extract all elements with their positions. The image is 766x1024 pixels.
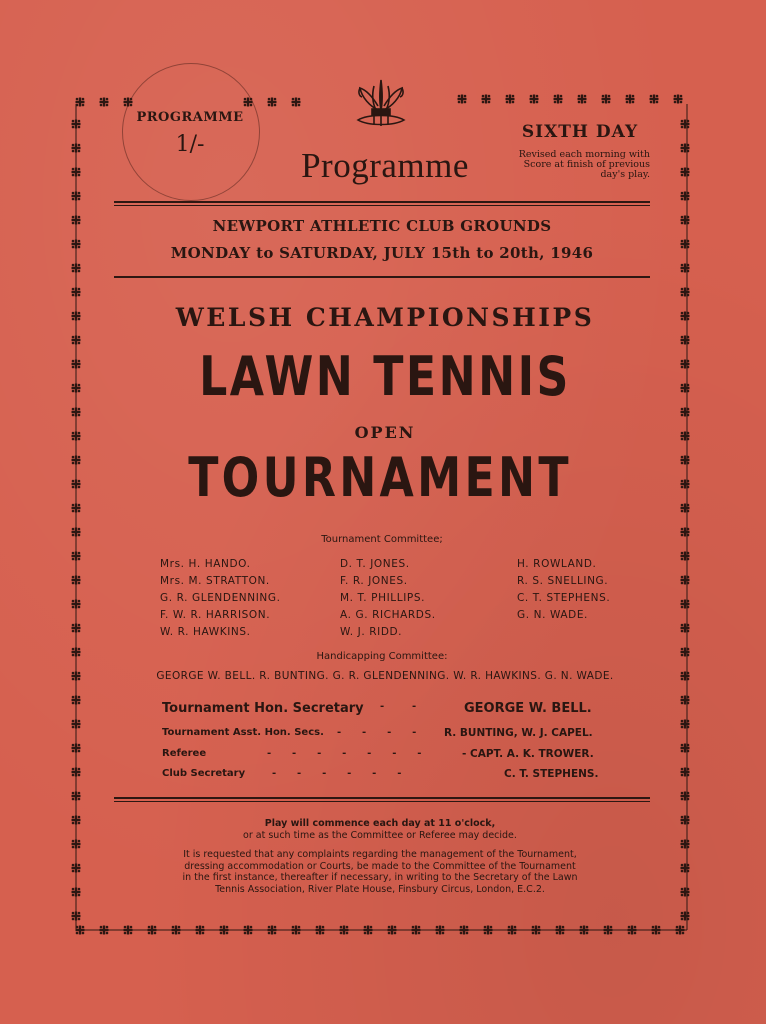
border-ornament [681, 288, 690, 297]
border-ornament [681, 120, 690, 129]
open-label: OPEN [354, 423, 416, 442]
border-ornament [681, 336, 690, 345]
border-ornament [602, 95, 611, 104]
venue: NEWPORT ATHLETIC CLUB GROUNDS [212, 217, 552, 235]
committee-member: G. R. GLENDENNING. [160, 592, 281, 604]
leader-dashes: - - [380, 701, 417, 712]
price-value: 1/- [175, 132, 205, 157]
border-ornament [681, 432, 690, 441]
committee-member: F. R. JONES. [340, 575, 408, 587]
committee-member: Mrs. H. HANDO. [160, 558, 251, 570]
committee-member: R. S. SNELLING. [517, 575, 609, 587]
committee-member: C. T. STEPHENS. [517, 592, 611, 604]
committee-member: F. W. R. HARRISON. [160, 609, 271, 621]
committee-member: G. N. WADE. [517, 609, 588, 621]
rule-bottom-inner [114, 801, 650, 802]
official-role: Club Secretary [162, 768, 246, 779]
day-note [500, 150, 650, 180]
committee-column-1 [160, 556, 281, 641]
border-ornament [681, 264, 690, 273]
notice-line: in the first instance, thereafter if necessary, in writing to the Secretary of the Lawn [182, 872, 578, 883]
border-ornament [100, 98, 109, 107]
official-row [162, 768, 622, 784]
notice-line: or at such time as the Committee or Referee may decide. [243, 829, 517, 841]
border-ornament [681, 576, 690, 585]
border-ornament [681, 744, 690, 753]
committee-member: M. T. PHILLIPS. [340, 592, 426, 604]
prince-of-wales-feathers-icon [350, 76, 412, 134]
committee-member: D. T. JONES. [340, 558, 410, 570]
border-ornament [626, 95, 635, 104]
play-notice [140, 818, 620, 841]
border-ornament [681, 528, 690, 537]
leader-dashes: - - - - - - [272, 768, 402, 779]
border-ornament [681, 888, 690, 897]
official-row [162, 748, 622, 764]
border-ornament [554, 95, 563, 104]
sport-heading: LAWN TENNIS [199, 345, 571, 408]
tournament-heading: TOURNAMENT [188, 446, 572, 509]
notice-line: It is requested that any complaints regarding the management of the Tournament, [183, 849, 577, 860]
border-ornament [681, 408, 690, 417]
rule-bottom [114, 797, 650, 799]
border-ornament [681, 144, 690, 153]
complaints-notice [130, 849, 630, 895]
official-name: - CAPT. A. K. TROWER. [462, 748, 594, 760]
border-ornament [530, 95, 539, 104]
border-ornament [681, 672, 690, 681]
day-title: SIXTH DAY [521, 122, 639, 142]
handicapping-names: GEORGE W. BELL. R. BUNTING. G. R. GLENDENNING. W. R. HAWKINS. G. N. WADE. [156, 670, 614, 682]
border-ornament [681, 864, 690, 873]
official-row [162, 701, 622, 721]
championship-heading: WELSH CHAMPIONSHIPS [175, 303, 595, 332]
official-role: Tournament Hon. Secretary [162, 701, 364, 716]
official-name: R. BUNTING, W. J. CAPEL. [444, 727, 593, 739]
committee-member: Mrs. M. STRATTON. [160, 575, 270, 587]
official-role: Tournament Asst. Hon. Secs. [162, 727, 324, 738]
border-ornament [578, 95, 587, 104]
border-ornament [681, 648, 690, 657]
rule-under-dates [114, 276, 650, 278]
border-ornament [681, 624, 690, 633]
border-ornament [681, 312, 690, 321]
border-ornament [681, 504, 690, 513]
official-role: Referee [162, 748, 207, 759]
rule-top [114, 201, 650, 203]
border-ornament [458, 95, 467, 104]
border-ornament [681, 456, 690, 465]
border-ornament [681, 384, 690, 393]
official-name: GEORGE W. BELL. [464, 701, 592, 716]
handicapping-heading: Handicapping Committee: [316, 651, 448, 662]
rule-top-inner [114, 205, 650, 206]
border-ornament [681, 480, 690, 489]
border-ornament [650, 95, 659, 104]
border-ornament [681, 360, 690, 369]
day-note-line: Revised each morning with [518, 149, 650, 160]
border-ornament [681, 552, 690, 561]
border-ornament [76, 98, 85, 107]
programme-title: Programme [301, 146, 469, 185]
border-ornament [681, 600, 690, 609]
border-ornament [681, 192, 690, 201]
border-ornament [681, 240, 690, 249]
border-ornament [681, 768, 690, 777]
committee-column-3 [517, 556, 610, 624]
leader-dashes: - - - - [337, 727, 417, 738]
border-ornament [681, 840, 690, 849]
border-ornament [681, 168, 690, 177]
border-ornament [681, 816, 690, 825]
border-ornament [482, 95, 491, 104]
day-note-line: Score at finish of previous [523, 159, 650, 170]
committee-member: W. J. RIDD. [340, 626, 403, 638]
event-dates: MONDAY to SATURDAY, JULY 15th to 20th, 1946 [170, 244, 594, 262]
notice-line: dressing accommodation or Courts, be made to the Committee of the Tournament [184, 860, 576, 872]
border-ornament [506, 95, 515, 104]
border-ornament [674, 95, 683, 104]
border-ornament [681, 720, 690, 729]
border-ornament [681, 216, 690, 225]
border-ornament [681, 792, 690, 801]
committee-member: H. ROWLAND. [517, 558, 597, 570]
price-label: PROGRAMME [136, 110, 244, 125]
committee-member: A. G. RICHARDS. [340, 609, 436, 621]
leader-dashes: - - - - - - - [267, 748, 422, 759]
committee-column-2 [340, 556, 436, 641]
committee-heading: Tournament Committee; [321, 534, 443, 545]
notice-line: Tennis Association, River Plate House, Finsbury Circus, London, E.C.2. [215, 883, 545, 895]
official-row [162, 727, 622, 743]
border-ornament [268, 98, 277, 107]
notice-line: Play will commence each day at 11 o'clock, [264, 818, 496, 829]
border-ornament [681, 696, 690, 705]
committee-member: W. R. HAWKINS. [160, 626, 251, 638]
border-ornament [681, 912, 690, 921]
border-ornament [292, 98, 301, 107]
official-name: C. T. STEPHENS. [504, 768, 599, 780]
day-note-line: day's play. [600, 169, 650, 180]
